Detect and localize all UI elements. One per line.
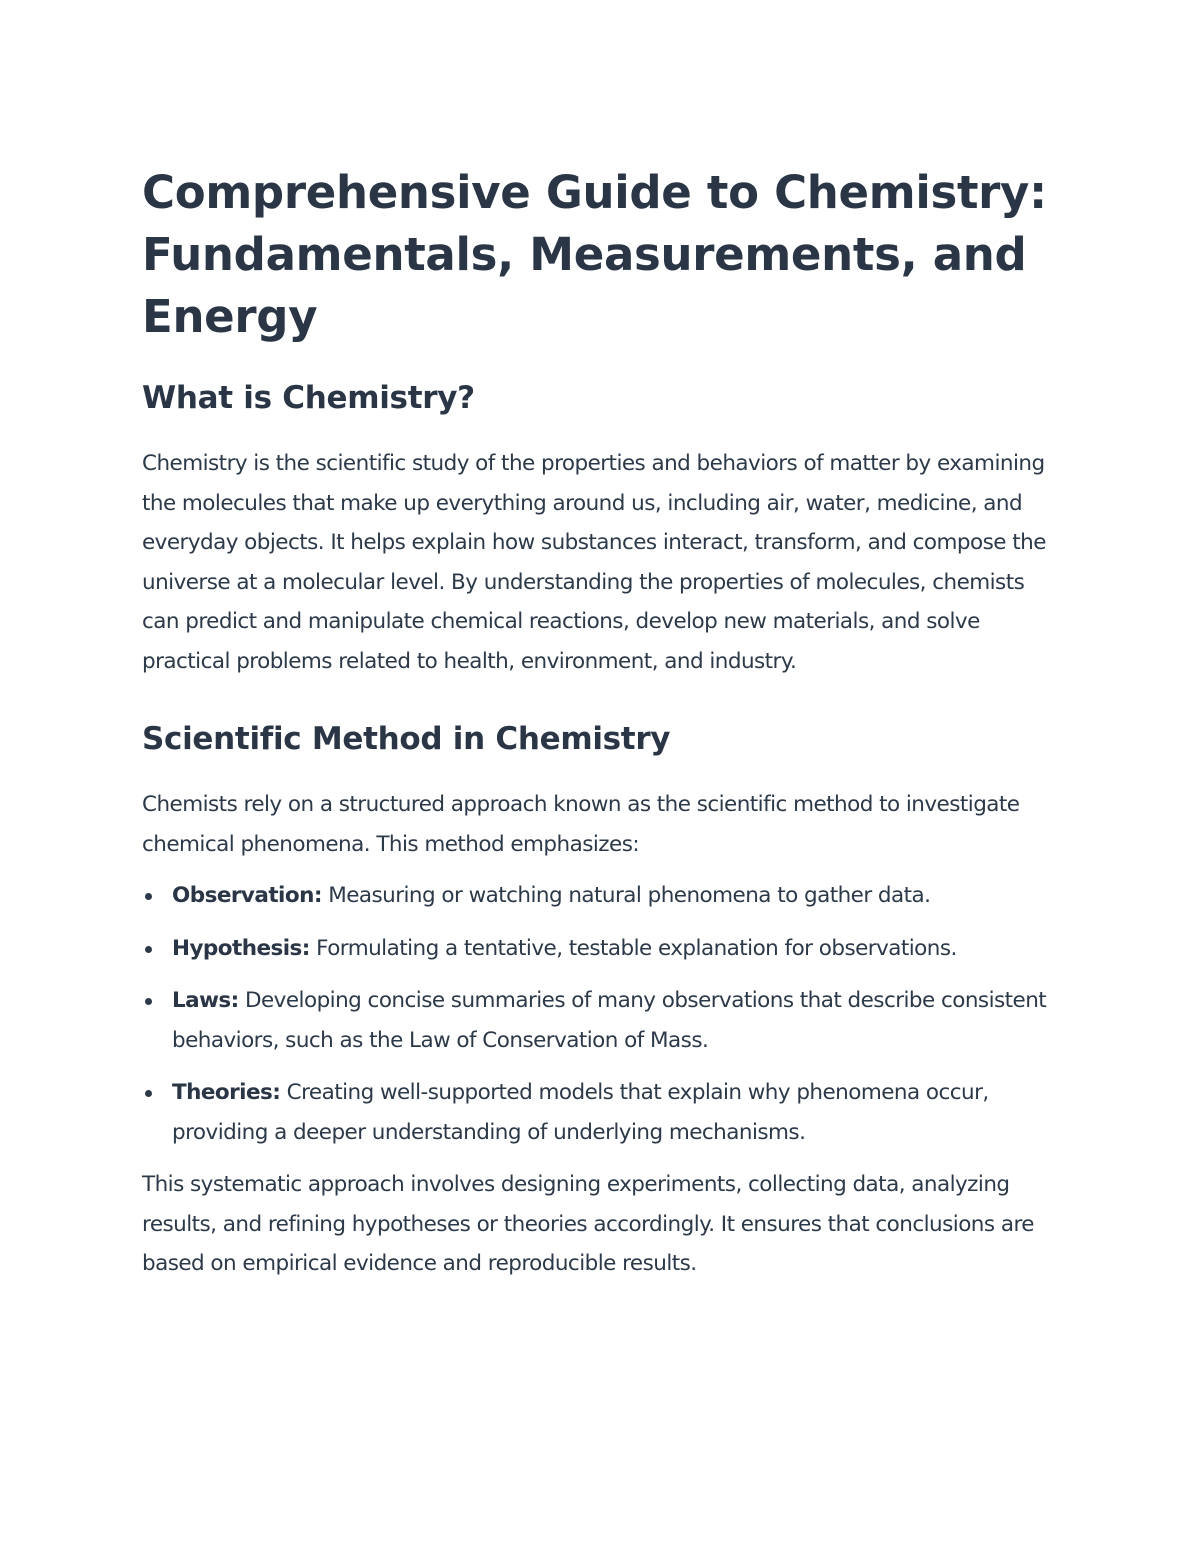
- list-item-text: Developing concise summaries of many observations that describe consistent behaviors, such as the Law of Conservation of Mass.: [172, 988, 1047, 1053]
- document-title: Comprehensive Guide to Chemistry: Fundamentals, Measurements, and Energy: [142, 166, 1047, 343]
- list-item-term: Laws:: [172, 988, 239, 1013]
- list-item-text: Creating well-supported models that explain why phenomena occur, providing a deeper understanding of underlying mechanisms.: [172, 1080, 989, 1145]
- list-item-text: Formulating a tentative, testable explanation for observations.: [309, 935, 957, 961]
- section-closing-paragraph: This systematic approach involves designing experiments, collecting data, analyzing results, and refining hypotheses or theories accordingly. It ensures that conclusions are based on empirical evidence and reproducible results.: [142, 1172, 1034, 1276]
- list-item-term: Theories:: [172, 1080, 281, 1105]
- list-item-text: Measuring or watching natural phenomena to gather data.: [321, 883, 931, 908]
- list-item-term: Hypothesis:: [172, 935, 310, 961]
- list-item-term: Observation:: [172, 883, 322, 908]
- list-item: [142, 876, 1067, 916]
- list-item: [142, 1073, 1067, 1152]
- list-item: [142, 929, 1067, 969]
- list-item: [142, 981, 1067, 1060]
- section-heading-what-is-chemistry: What is Chemistry?: [142, 380, 475, 416]
- section-paragraph: Chemistry is the scientific study of the properties and behaviors of matter by examining the molecules that make up everything around us, including air, water, medicine, and everyday objects. It helps explain how substances interact, transform, and compose the universe at a molecular level. By understanding the properties of molecules, chemists can predict and manipulate chemical reactions, develop new materials, and solve practical problems related to health, environment, and industry.: [142, 451, 1046, 674]
- section-heading-scientific-method: Scientific Method in Chemistry: [142, 721, 671, 757]
- document-page: [142, 162, 1067, 1284]
- section-intro-paragraph: Chemists rely on a structured approach known as the scientific method to investigate chemical phenomena. This method emphasizes:: [142, 792, 1020, 857]
- scientific-method-list: [142, 876, 1067, 1152]
